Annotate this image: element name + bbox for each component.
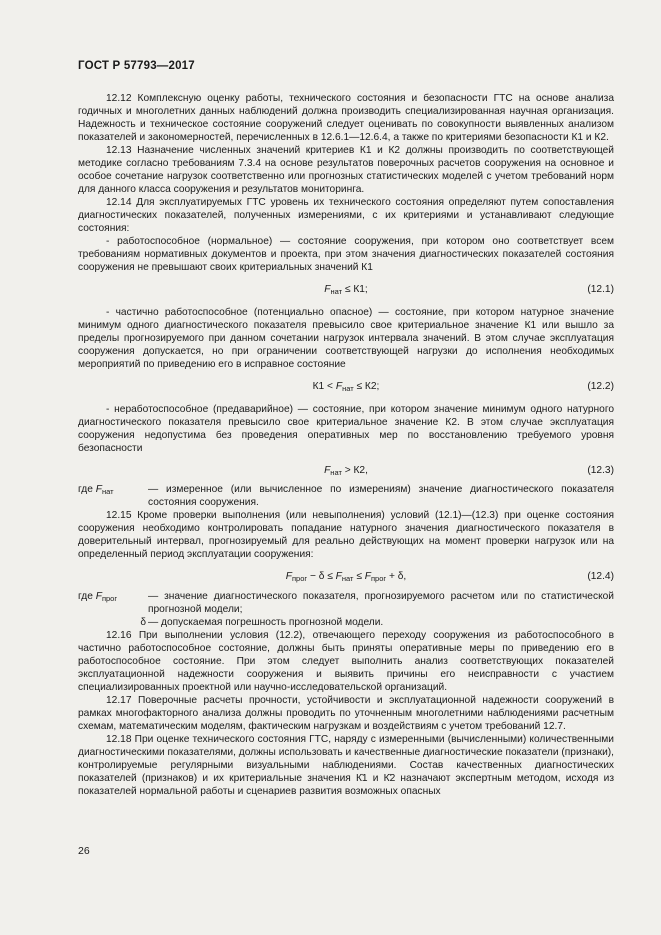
formula-12-2 <box>78 380 614 393</box>
formula-expression: $F_{прог} - \delta \le F_{нат} \le F_{прог} + \delta$, <box>285 571 407 583</box>
paragraph-12-15: 12.15 Кроме проверки выполнения (или невыполнения) условий (12.1)—(12.3) при оценке состояния сооружения необходимо контролировать попадание натурного значения диагностического показателя в доверительный интервал, прогнозируемый для реально действующих на момент проверки нагрузок или на определенный период эксплуатации сооружения: <box>78 510 614 560</box>
formula-number: (12.4) <box>587 571 614 582</box>
formula-number: (12.1) <box>587 284 614 295</box>
paragraph-12-12: 12.12 Комплексную оценку работы, технического состояния и безопасности ГТС на основе анализа годичных и многолетних данных наблюдений должна производить специализированная научная организация. Надежность и техническое состояние сооружений следует оценивать по совокупности выявленных анализом показателей и закономерностей, перечисленных в 12.6.1—12.6.4, а также по критериями безопасности К1 и К2. <box>78 93 614 143</box>
definition-delta: δ — допускаемая погрешность прогнозной модели. <box>140 617 384 628</box>
formula-number: (12.3) <box>587 465 614 476</box>
paragraph-12-14: 12.14 Для эксплуатируемых ГТС уровень их технического состояния определяют путем сопоставления диагностических показателей, полученных измерениями, с их критериями и устанавливают следующие состояния: <box>78 197 614 234</box>
formula-expression: $К1 < F_{нат} \le К2$; <box>312 381 380 393</box>
paragraph-12-17: 12.17 Поверочные расчеты прочности, устойчивости и эксплуатационной надежности сооружений в рамках многофакторного анализа должны проводить по уточненным многолетними наблюдениями расчетным схемам, математическим моделям, фактическим нагрузкам и воздействиям с учетом требований 12.7. <box>78 695 614 732</box>
formula-12-1 <box>78 283 614 296</box>
state-operable: - работоспособное (нормальное) — состояние сооружения, при котором оно соответствует всем требованиям нормативных документов и проекта, при этом значения диагностических показателей состояния сооружения не превышают своих критериальных значений К1 <box>78 236 614 273</box>
definition-f-prog: где $F_{прог}$ — значение диагностического показателя, прогнозируемого расчетом или по статистической прогнозной модели; <box>78 591 614 615</box>
paragraph-12-13: 12.13 Назначение численных значений критериев К1 и К2 должны производить по соответствующей методике согласно требованиям 7.3.4 на основе результатов поверочных расчетов сооружения на основное и особое сочетание нагрузок соответственно или прогнозных статистических моделей с учетом требований норм для данного класса сооружения и результатов мониторинга. <box>78 145 614 195</box>
formula-12-3 <box>78 464 614 477</box>
formula-12-4 <box>78 570 614 583</box>
paragraph-12-16: 12.16 При выполнении условия (12.2), отвечающего переходу сооружения из работоспособного в частично работоспособное состояние, должны быть приняты оперативные меры по приведению его в работоспособное состояние. При этом следует выполнить анализ соответствующих показателей эксплуатационной надежности сооружения и выявить причины его неисправности с участием специализированных проектной или научно-исследовательской организаций. <box>78 630 614 693</box>
formula-number: (12.2) <box>587 381 614 392</box>
paragraph-12-18: 12.18 При оценке технического состояния ГТС, наряду с измеренными (вычисленными) количественными диагностическими показателями, должны использовать и качественные диагностические показатели (признаки), контролируемые регулярными визуальными наблюдениями. Состав качественных диагностических показателей (признаков) и их критериальные значения К̄1 и К̄2 назначают экспертным методом, исходя из показателей нормальной работы и сценариев развития возможных опасных <box>78 734 614 797</box>
definition-f-nat: где $F_{нат}$ — измеренное (или вычисленное по измерениям) значение диагностического показателя состояния сооружения. <box>78 484 614 508</box>
state-partially-operable: - частично работоспособное (потенциально опасное) — состояние, при котором натурное значение минимум одного диагностического показателя превысило свое критериальное значение К1 или вышло за пределы прогнозируемого при данном сочетании нагрузок интервала значений. В этом случае эксплуатация сооружения допускается, но при ограничении соответствующей нагрузки до исполнения необходимых мероприятий по приведению его в исправное состояние <box>78 307 614 370</box>
formula-expression: $F_{нат} \le К1$; <box>324 284 368 296</box>
state-inoperable: - неработоспособное (предаварийное) — состояние, при котором значение минимум одного натурного диагностического показателя превысило свое критериальное значение К2. В этом случае эксплуатация сооружения недопустима без проведения оперативных мер по восстановлению требуемого уровня безопасности <box>78 404 614 454</box>
document-body <box>78 92 614 798</box>
formula-expression: $F_{нат} > К2$, <box>324 465 368 477</box>
page-number: 26 <box>78 845 90 857</box>
document-header: ГОСТ Р 57793—2017 <box>78 60 195 72</box>
